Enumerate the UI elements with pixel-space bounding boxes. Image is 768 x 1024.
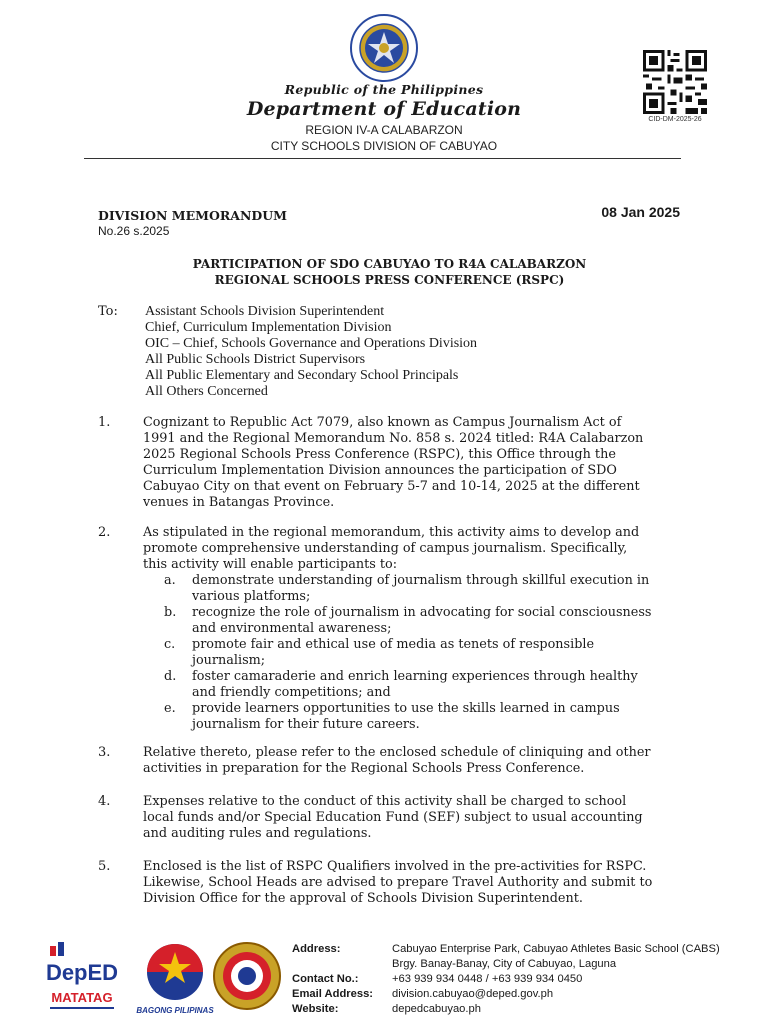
text-line: Likewise, School Heads are advised to prepare Travel Authority and submit to <box>143 875 653 890</box>
website-label: Website: <box>292 1003 339 1015</box>
text-line: As stipulated in the regional memorandum, this activity aims to develop and <box>143 525 640 540</box>
footer-contact-info <box>292 942 752 1017</box>
deped-matatag-logo-icon <box>40 938 125 1018</box>
republic-heading: Republic of the Philippines <box>284 82 484 97</box>
text-line: Curriculum Implementation Division announces the participation of SDO <box>143 463 617 478</box>
objective-item <box>164 605 681 637</box>
email-value[interactable]: division.cabuyao@deped.gov.ph <box>392 988 554 1000</box>
text-line: Relative thereto, please refer to the enclosed schedule of cliniquing and other <box>143 745 651 760</box>
text-line: and environmental awareness; <box>192 621 392 636</box>
text-line: 2025 Regional Schools Press Conference (RSPC), this Office through the <box>143 447 616 462</box>
contact-row <box>292 972 752 987</box>
recipient-item: All Public Elementary and Secondary School Principals <box>145 368 459 383</box>
header-divider <box>84 158 681 159</box>
objective-label: e. <box>164 701 176 716</box>
objective-item <box>164 701 681 733</box>
objective-label: d. <box>164 669 177 684</box>
paragraph-number: 3. <box>98 745 111 760</box>
objective-item <box>164 637 681 669</box>
text-line: promote comprehensive understanding of campus journalism. Specifically, <box>143 541 628 556</box>
text-line: and auditing rules and regulations. <box>143 826 372 841</box>
division-seal-icon <box>212 941 282 1011</box>
paragraph-text <box>143 745 681 777</box>
subject-line: PARTICIPATION OF SDO CABUYAO TO R4A CALABARZON <box>192 257 587 271</box>
objective-list <box>164 573 681 733</box>
paragraph-number: 1. <box>98 415 111 430</box>
paragraph-number: 2. <box>98 525 111 540</box>
text-line: various platforms; <box>192 589 311 604</box>
recipient-item: Assistant Schools Division Superintendent <box>145 304 385 319</box>
paragraph-text <box>143 525 681 573</box>
memo-type: DIVISION MEMORANDUM <box>98 208 287 223</box>
text-line: Expenses relative to the conduct of this activity shall be charged to school <box>143 794 627 809</box>
recipient-list <box>145 304 685 400</box>
memo-number: No.26 s.2025 <box>98 224 170 238</box>
objective-label: c. <box>164 637 176 652</box>
matatag-wordmark: MATATAG <box>51 990 113 1005</box>
text-line: local funds and/or Special Education Fund (SEF) subject to usual accounting <box>143 810 643 825</box>
address-row <box>292 942 752 957</box>
email-label: Email Address: <box>292 988 374 1000</box>
to-label: To: <box>98 304 118 319</box>
region-heading: REGION IV-A CALABARZON <box>305 123 463 137</box>
deped-wordmark: DepED <box>45 960 119 985</box>
paragraph-text <box>143 794 681 842</box>
recipient-item: Chief, Curriculum Implementation Division <box>145 320 392 335</box>
recipient-item: OIC – Chief, Schools Governance and Operations Division <box>145 336 478 351</box>
department-heading: Department of Education <box>246 98 522 120</box>
recipient-item: All Public Schools District Supervisors <box>145 352 366 367</box>
address-line: Cabuyao Enterprise Park, Cabuyao Athletes Basic School (CABS) <box>392 943 720 955</box>
text-line: journalism; <box>192 653 266 668</box>
memo-subject <box>98 256 681 288</box>
text-line: demonstrate understanding of journalism through skillful execution in <box>192 573 650 588</box>
contact-label: Contact No.: <box>292 973 359 985</box>
text-line: 1991 and the Regional Memorandum No. 858 s. 2024 titled: R4A Calabarzon <box>143 431 644 446</box>
bagong-pilipinas-wordmark: BAGONG PILIPINAS <box>136 1006 214 1015</box>
text-line: promote fair and ethical use of media as tenets of responsible <box>192 637 595 652</box>
text-line: and friendly competitions; and <box>192 685 391 700</box>
subject-line: REGIONAL SCHOOLS PRESS CONFERENCE (RSPC) <box>214 273 565 287</box>
contact-value: +63 939 934 0448 / +63 939 934 0450 <box>392 973 583 985</box>
paragraph-text <box>143 415 681 511</box>
text-line: Enclosed is the list of RSPC Qualifiers involved in the pre-activities for RSPC. <box>143 859 647 874</box>
text-line: this activity will enable participants to: <box>143 557 398 572</box>
text-line: foster camaraderie and enrich learning experiences through healthy <box>192 669 638 684</box>
qr-code-id: CID-DM-2025-26 <box>648 116 702 123</box>
website-row <box>292 1002 752 1017</box>
paragraph-number: 4. <box>98 794 111 809</box>
text-line: provide learners opportunities to use the skills learned in campus <box>192 701 620 716</box>
objective-label: b. <box>164 605 177 620</box>
text-line: venues in Batangas Province. <box>143 495 335 510</box>
deped-seal-icon <box>350 14 418 82</box>
address-label: Address: <box>292 943 341 955</box>
division-heading: CITY SCHOOLS DIVISION OF CABUYAO <box>270 139 498 153</box>
text-line: activities in preparation for the Regional Schools Press Conference. <box>143 761 585 776</box>
text-line: Cabuyao City on that event on February 5-7 and 10-14, 2025 at the different <box>143 479 640 494</box>
address-line: Brgy. Banay-Banay, City of Cabuyao, Laguna <box>392 958 617 970</box>
recipient-item: All Others Concerned <box>145 384 268 399</box>
paragraph-number: 5. <box>98 859 111 874</box>
objective-label: a. <box>164 573 176 588</box>
objective-item <box>164 669 681 701</box>
text-line: Division Office for the approval of Schools Division Superintendent. <box>143 891 583 906</box>
address-row-2 <box>292 957 752 972</box>
email-row <box>292 987 752 1002</box>
memo-date: 08 Jan 2025 <box>601 204 680 220</box>
text-line: Cognizant to Republic Act 7079, also known as Campus Journalism Act of <box>143 415 622 430</box>
text-line: recognize the role of journalism in advocating for social consciousness <box>192 605 652 620</box>
website-value[interactable]: depedcabuyao.ph <box>392 1003 481 1015</box>
paragraph-text <box>143 859 681 907</box>
text-line: journalism for their future careers. <box>192 717 420 732</box>
objective-item <box>164 573 681 605</box>
